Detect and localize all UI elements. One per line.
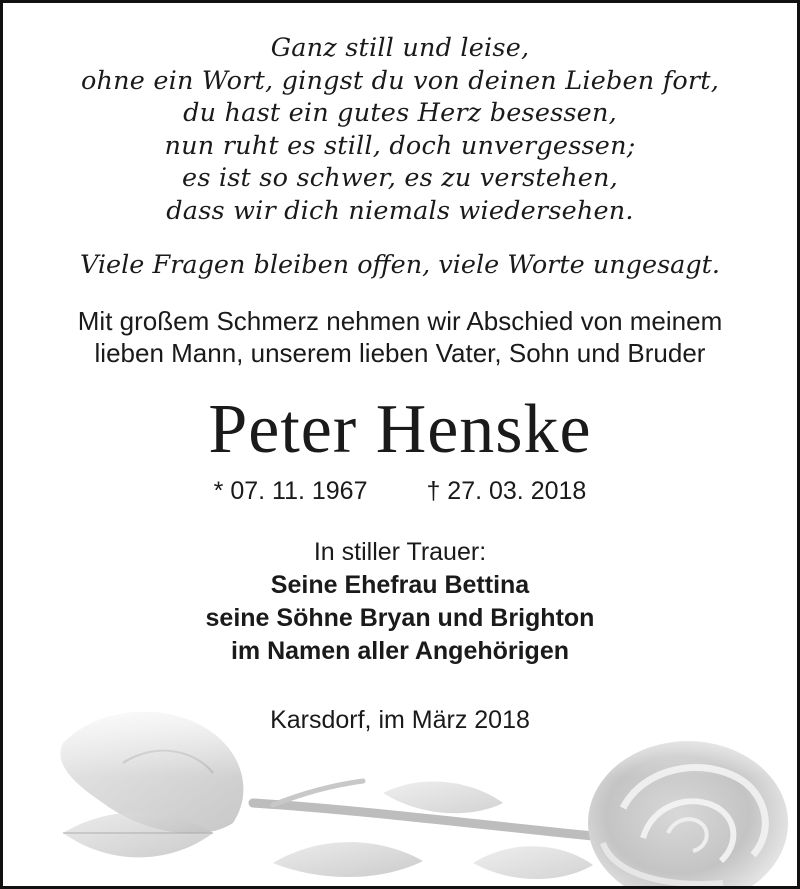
place-and-date: Karsdorf, im März 2018 [270,706,530,734]
mourner-name: im Namen aller Angehörigen [230,637,570,665]
death-date: † 27. 03. 2018 [426,477,587,505]
poem-line: dass wir dich niemals wiedersehen. [166,195,634,226]
obituary-text [3,32,797,736]
poem-line: du hast ein gutes Herz besessen, [183,98,617,128]
poem-line: nun ruht es still, doch unvergessen; [164,130,636,161]
poem-question: Viele Fragen bleiben offen, viele Worte ungesagt. [79,250,721,280]
life-dates [3,475,797,507]
poem-line: Ganz still und leise, [270,33,530,63]
mourners [3,536,797,668]
deceased-name: Peter Henske [208,391,592,468]
intro-line: Mit großem Schmerz nehmen wir Abschied von meinem [77,306,723,336]
poem [3,32,797,227]
mourner-name: Seine Ehefrau Bettina [270,571,530,599]
intro-line: lieben Mann, unserem lieben Vater, Sohn und Bruder [94,338,706,368]
mourners-intro: In stiller Trauer: [313,538,487,566]
farewell-intro [3,305,797,369]
poem-line: ohne ein Wort, gingst du von deinen Lieben fort, [80,65,720,96]
birth-date: * 07. 11. 1967 [213,477,368,505]
poem-line: es ist so schwer, es zu verstehen, [182,163,618,193]
mourner-name: seine Söhne Bryan und Brighton [205,604,595,632]
